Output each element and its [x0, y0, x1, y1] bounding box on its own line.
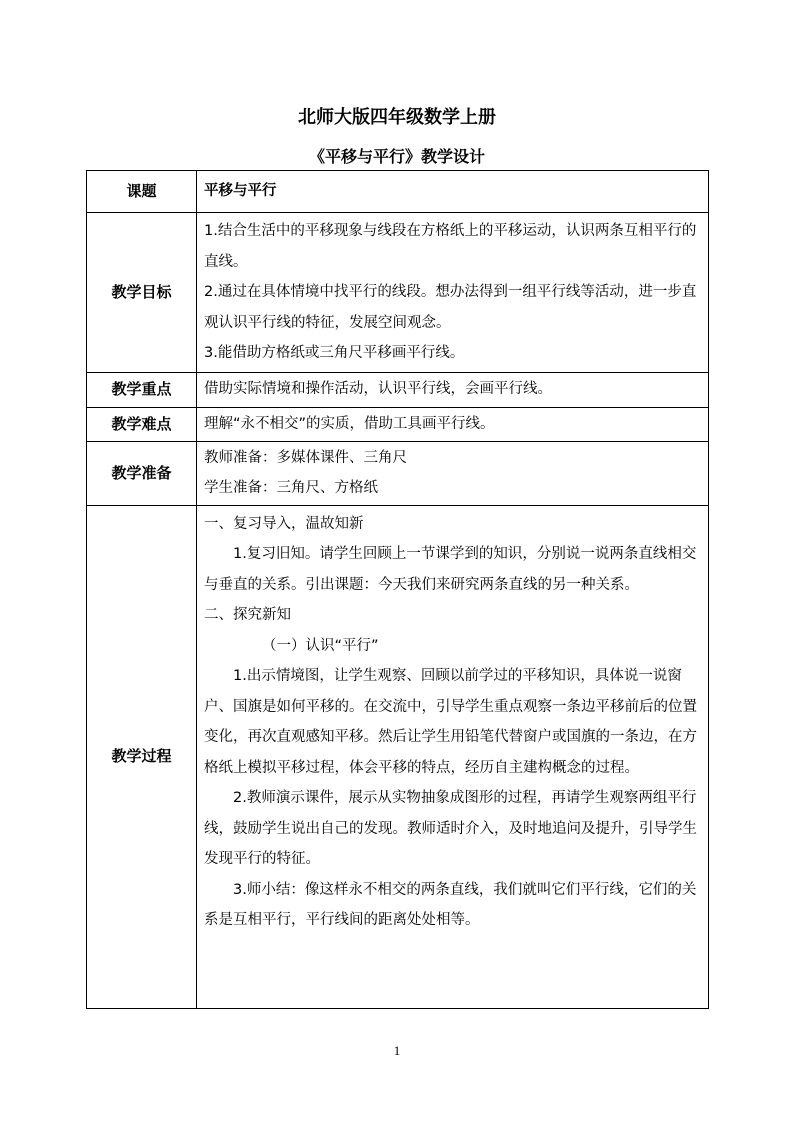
- row-value-goals: [197, 213, 709, 373]
- process-heading: 二、探究新知: [204, 607, 291, 623]
- process-paragraph: 3.师小结：像这样永不相交的两条直线，我们就叫它们平行线，它们的关系是互相平行，平行线间的距离处处相等。: [204, 881, 697, 928]
- prep-item: 教师准备：多媒体课件、三角尺: [204, 449, 407, 466]
- row-value-prep: [197, 441, 709, 505]
- table-row-process: [87, 505, 709, 1008]
- goal-item: 1.结合生活中的平移现象与线段在方格纸上的平移运动，认识两条互相平行的直线。: [204, 223, 697, 270]
- row-label-key: 教学重点: [87, 372, 197, 407]
- row-label-prep: 教学准备: [87, 441, 197, 505]
- process-heading: 一、复习导入，温故知新: [204, 515, 364, 532]
- key-text: 借助实际情境和操作活动，认识平行线，会画平行线。: [204, 381, 552, 398]
- table-row-prep: [87, 441, 709, 505]
- row-value-key: [197, 372, 709, 407]
- table-row-key: [87, 372, 709, 407]
- table-row-goals: [87, 213, 709, 373]
- row-label-topic: 课题: [87, 171, 197, 213]
- lesson-plan-table: [86, 170, 709, 1009]
- row-label-difficulty: 教学难点: [87, 407, 197, 441]
- table-row-topic: [87, 171, 709, 213]
- goal-item: 3.能借助方格纸或三角尺平移画平行线。: [204, 345, 465, 361]
- goal-item: 2.通过在具体情境中找平行的线段。想办法得到一组平行线等活动，进一步直观认识平行线的特征，发展空间观念。: [204, 284, 697, 331]
- row-label-goals: 教学目标: [87, 213, 197, 373]
- difficulty-text: 理解“永不相交”的实质，借助工具画平行线。: [204, 415, 495, 432]
- process-paragraph: 2.教师演示课件，展示从实物抽象成图形的过程，再请学生观察两组平行线，鼓励学生说出自己的发现。教师适时介入，及时地追问及提升，引导学生发现平行的特征。: [204, 790, 697, 867]
- process-paragraph: 1.出示情境图，让学生观察、回顾以前学过的平移知识，具体说一说窗户、国旗是如何平移的。在交流中，引导学生重点观察一条边平移前后的位置变化，再次直观感知平移。然后让学生用铅笔代替窗户或国旗的一条边，在方格纸上模拟平移过程，体会平移的特点，经历自主建构概念的过程。: [204, 668, 697, 776]
- process-subheading: （一）认识“平行”: [262, 637, 379, 654]
- row-value-difficulty: [197, 407, 709, 441]
- document-title: 北师大版四年级数学上册: [298, 107, 496, 128]
- document-subtitle: 《平移与平行》教学设计: [308, 147, 485, 166]
- process-paragraph: 1.复习旧知。请学生回顾上一节课学到的知识，分别说一说两条直线相交与垂直的关系。引出课题：今天我们来研究两条直线的另一种关系。: [204, 546, 697, 593]
- topic-text: 平移与平行: [204, 183, 277, 200]
- page-number: 1: [393, 1043, 401, 1058]
- row-value-process: [197, 505, 709, 1008]
- table-row-difficulty: [87, 407, 709, 441]
- prep-item: 学生准备：三角尺、方格纸: [204, 480, 378, 496]
- row-value-topic: [197, 171, 709, 213]
- row-label-process: 教学过程: [87, 505, 197, 1008]
